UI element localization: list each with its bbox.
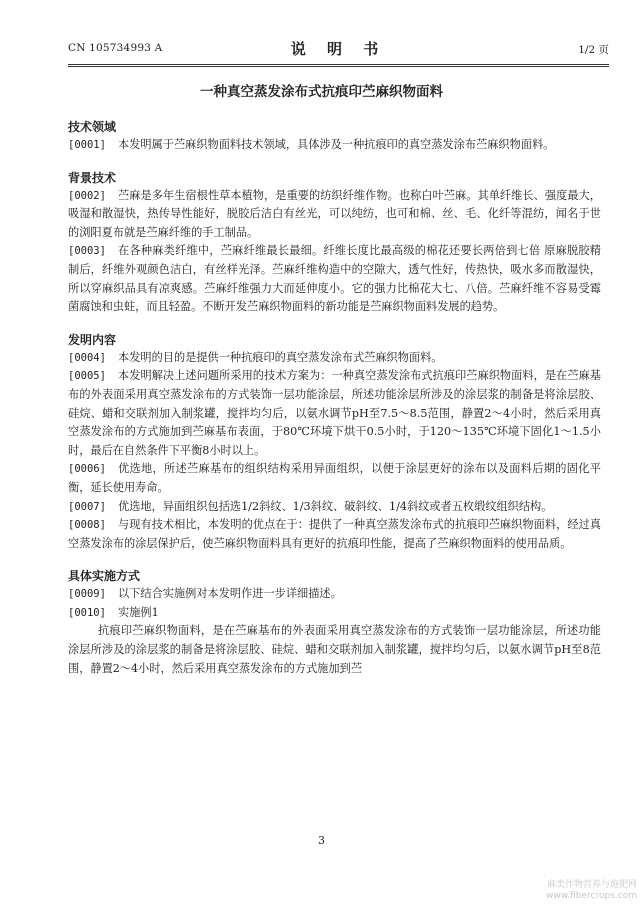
- paragraph-number: [0009]: [68, 588, 106, 601]
- paragraph: [68, 585, 601, 604]
- paragraph: [68, 349, 601, 368]
- page-info: 1/2 页: [578, 44, 609, 56]
- embodiment-text: 抗痕印苎麻织物面料，是在苎麻基布的外表面采用真空蒸发涂布的方式装饰一层功能涂层，所述功能涂层所涉及的涂层浆的制备是将涂层胶、硅烷、蜡和交联剂加入制浆罐，搅拌均匀后，以氨水调节pH至8范围，静置2～4小时，然后采用真空蒸发涂布的方式施加到苎: [68, 624, 601, 675]
- document-title: 一种真空蒸发涂布式抗痕印苎麻织物面料: [200, 84, 443, 100]
- paragraph-text: 优选地，所述苎麻基布的组织结构采用异面组织，以便于涂层更好的涂布以及面料后期的固化平衡，延长使用寿命。: [68, 462, 601, 494]
- page-header: [68, 38, 609, 64]
- paragraph-text: 与现有技术相比，本发明的优点在于：提供了一种真空蒸发涂布式的抗痕印苎麻织物面料，经过真空蒸发涂布的涂层保护后，使苎麻织物面料具有更好的抗痕印性能，提高了苎麻织物面料的使用品质。: [68, 518, 601, 550]
- section-heading-background: 背景技术: [68, 170, 117, 185]
- paragraph: [68, 367, 601, 460]
- paragraph: [68, 187, 601, 243]
- paragraph-text: 优选地，异面组织包括选1/2斜纹、1/3斜纹、破斜纹、1/4斜纹或者五枚缎纹组织结构。: [118, 499, 553, 513]
- paragraph: [68, 604, 601, 623]
- watermark-line2: www.fibercrops.com: [546, 891, 637, 901]
- paragraph-number: [0008]: [68, 519, 106, 532]
- paragraph-number: [0003]: [68, 245, 106, 258]
- paragraph-number: [0002]: [68, 189, 106, 202]
- header-divider: [68, 64, 609, 65]
- patent-number: CN 105734993 A: [68, 42, 163, 54]
- paragraph: [68, 242, 601, 316]
- document-body: [68, 118, 601, 678]
- header-title: 说 明 书: [290, 40, 387, 58]
- section-heading-embodiment: 具体实施方式: [68, 569, 141, 584]
- paragraph-text: 实施例1: [118, 605, 159, 619]
- paragraph-text: 本发明属于苎麻织物面料技术领域，具体涉及一种抗痕印的真空蒸发涂布苎麻织物面料。: [118, 138, 555, 151]
- paragraph-text: 本发明解决上述问题所采用的技术方案为：一种真空蒸发涂布式抗痕印苎麻织物面料，是在苎麻基布的外表面采用真空蒸发涂布的方式装饰一层功能涂层，所述功能涂层所涉及的涂层浆的制备是将涂层胶、硅烷、蜡和交联剂加入制浆罐，搅拌均匀后，以氨水调节pH至7.5～8.5范围，静置2～4小时，然后采用真空蒸发涂布的方式施加到苎麻基布表面，于80℃环境下烘干0.5小时，于120～135℃环境下固化1～1.5小时，最后在自然条件下平衡8小时以上。: [68, 369, 601, 457]
- section-heading-content: 发明内容: [68, 332, 117, 347]
- header-divider-double: [68, 66, 609, 67]
- paragraph: [68, 136, 601, 155]
- watermark: [546, 880, 637, 902]
- section-heading-field: 技术领域: [68, 120, 117, 134]
- paragraph-text: 以下结合实施例对本发明作进一步详细描述。: [118, 587, 342, 601]
- paragraph-text: 本发明的目的是提供一种抗痕印的真空蒸发涂布式苎麻织物面料。: [118, 350, 443, 364]
- paragraph: [68, 498, 601, 517]
- paragraph-number: [0007]: [68, 500, 106, 513]
- paragraph-number: [0010]: [68, 606, 106, 619]
- paragraph-number: [0006]: [68, 463, 106, 476]
- paragraph-number: [0004]: [68, 351, 106, 364]
- paragraph: [68, 516, 601, 553]
- paragraph-text: 在各种麻类纤维中，苎麻纤维最长最细。纤维长度比最高级的棉花还要长两倍到七倍 原麻脱胶精制后，纤维外观颜色洁白，有丝样光泽。苎麻纤维构造中的空隙大，透气性好，传热快，吸水多而散湿快，所以穿麻织品具有凉爽感。苎麻纤维强力大而延伸度小。它的强力比棉花大七、八倍。苎麻纤维不容易受霉菌腐蚀和虫蛀，而且轻盈。不断开发苎麻织物面料的新功能是苎麻织物面料发展的趋势。: [68, 244, 601, 314]
- paragraph-text: 苎麻是多年生宿根性草本植物，是重要的纺织纤维作物。也称白叶苎麻。其单纤维长、强度最大，吸湿和散湿快，热传导性能好，脱胶后洁白有丝光，可以纯纺，也可和棉、丝、毛、化纤等混纺，闻名于世的浏阳夏布就是苎麻纤维的手工制品。: [68, 188, 601, 239]
- page-number: 3: [318, 834, 325, 847]
- paragraph-number: [0005]: [68, 370, 106, 383]
- watermark-line1: 麻类作物营养与施肥网: [546, 880, 637, 890]
- paragraph: [68, 460, 601, 497]
- paragraph-number: [0001]: [68, 139, 106, 151]
